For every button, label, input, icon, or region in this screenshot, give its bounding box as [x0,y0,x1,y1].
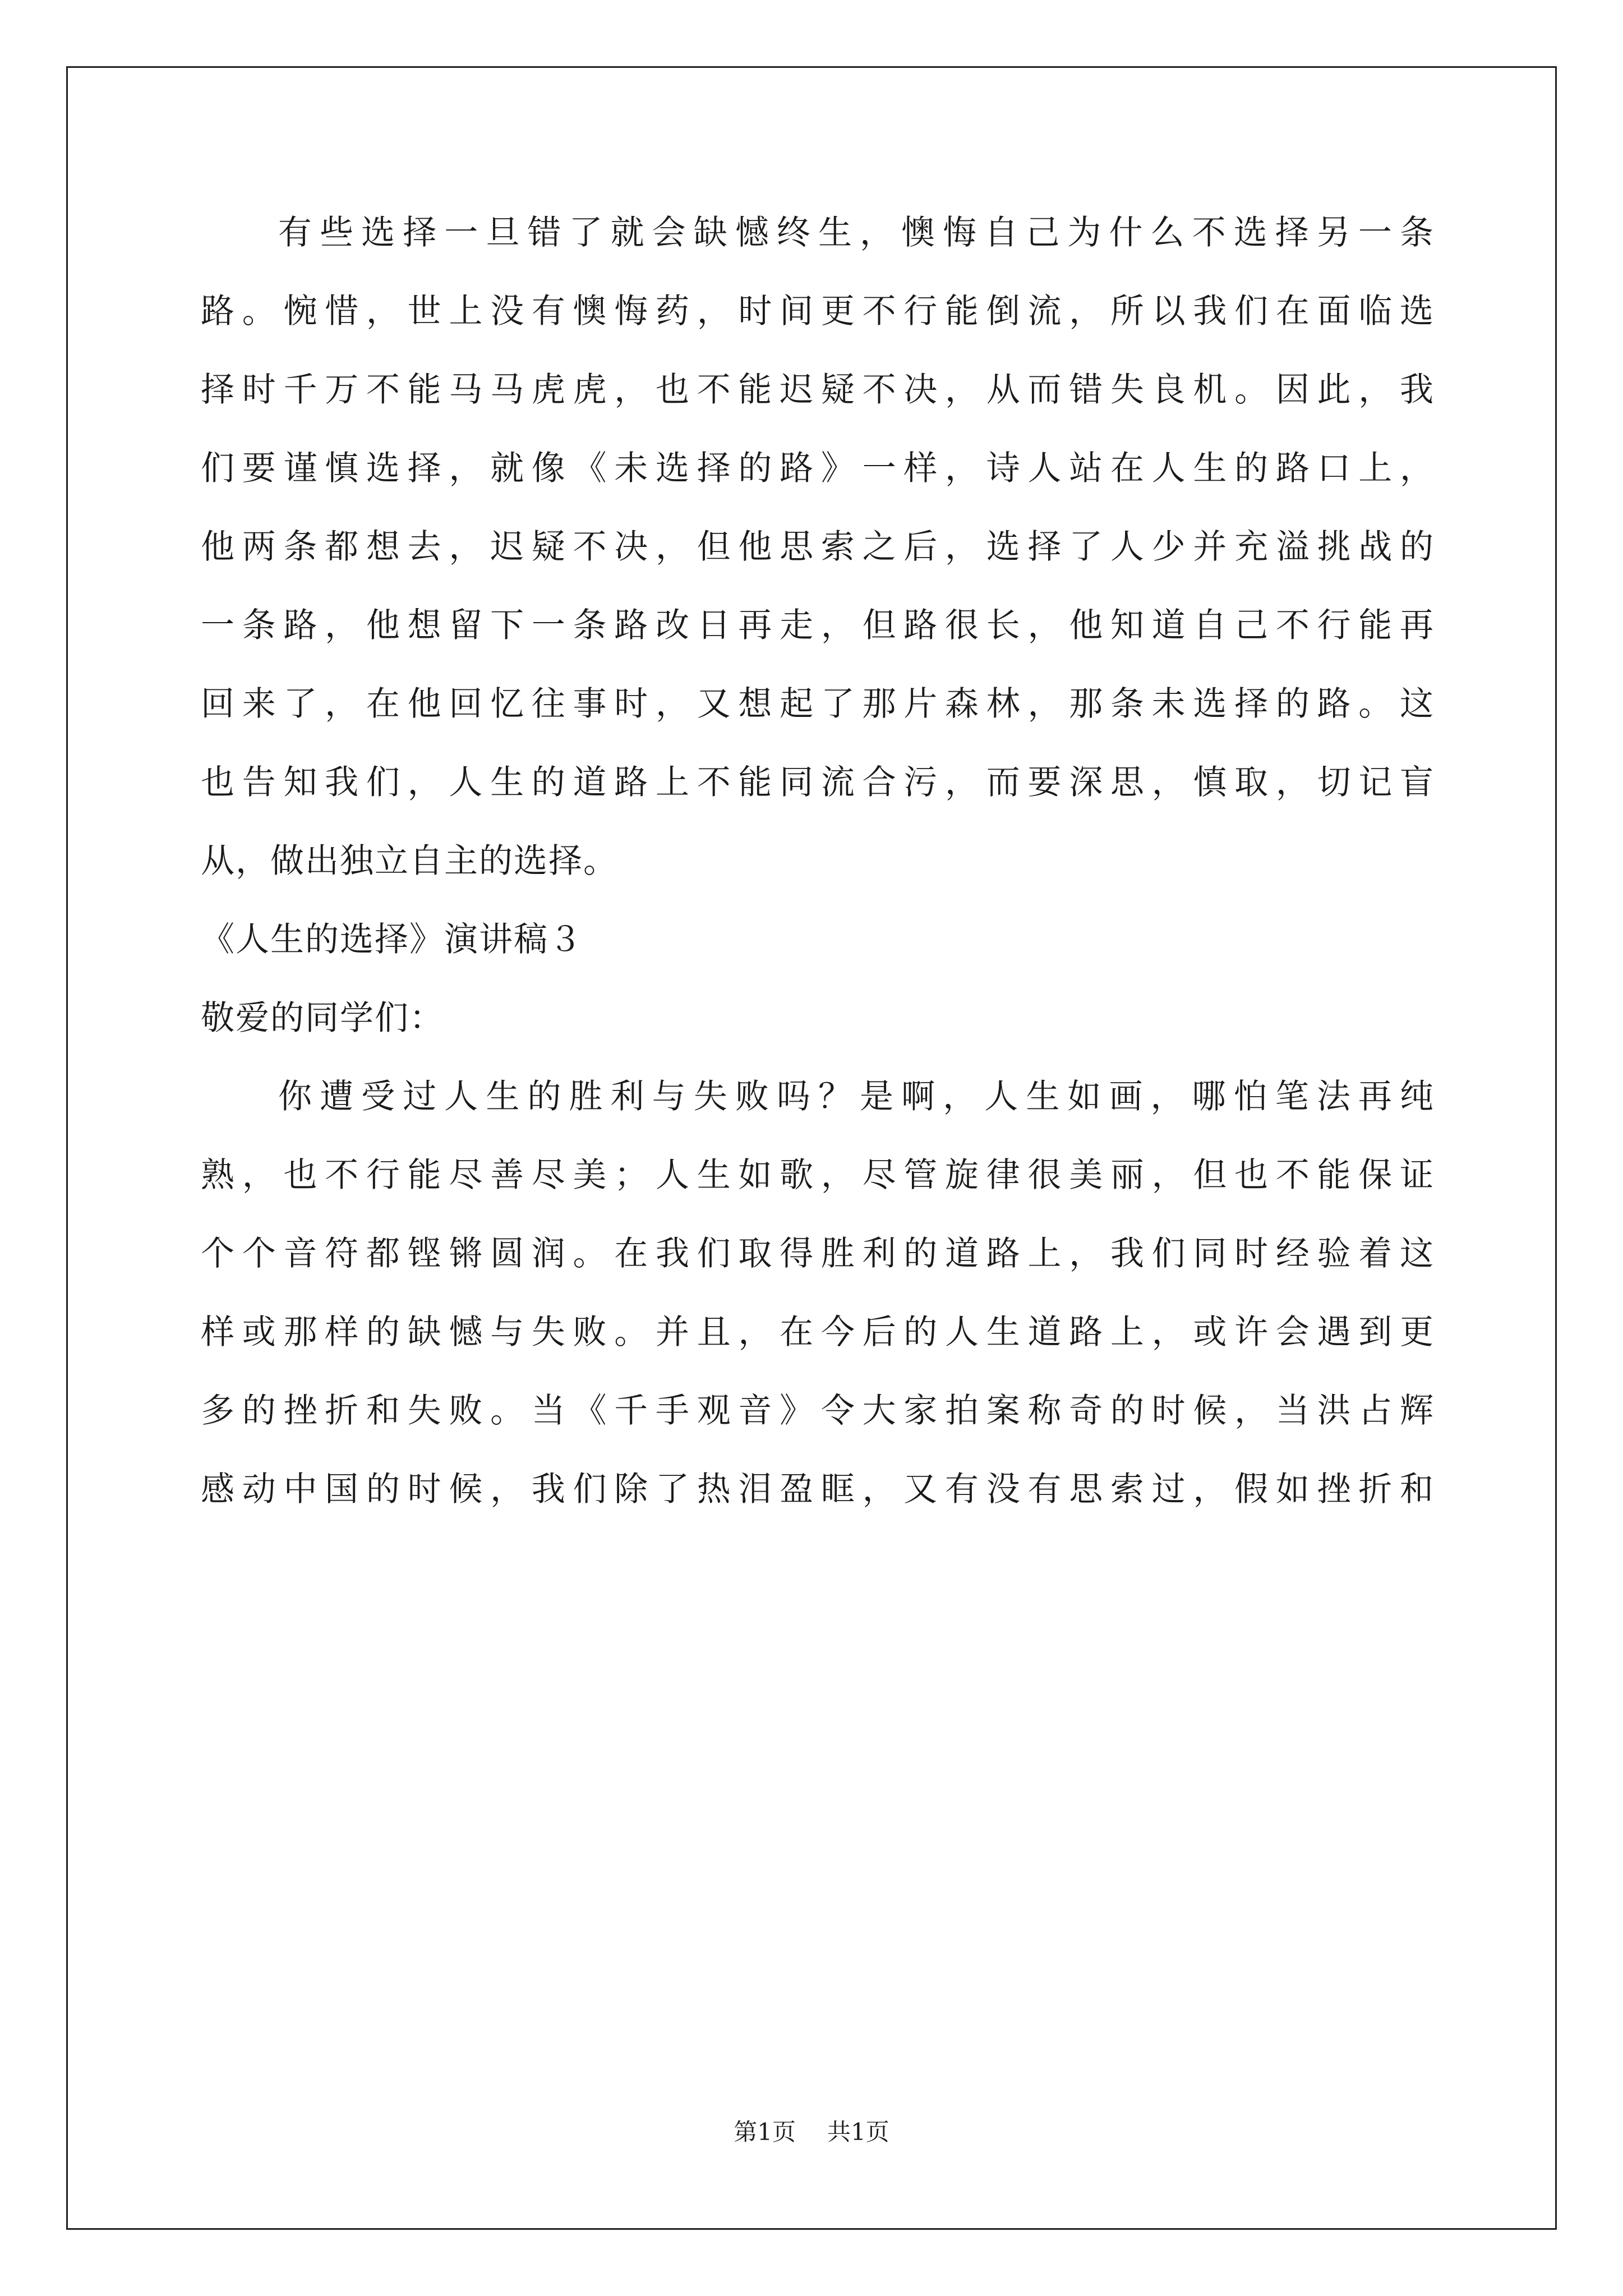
salutation: 敬爱的同学们： [201,999,444,1038]
page-number-current: 第1页 [734,2118,796,2146]
paragraph-line: 感动中国的时候，我们除了热泪盈眶，又有没有思索过，假如挫折和 [201,1470,1435,1509]
paragraph-line: 多的挫折和失败。当《千手观音》令大家拍案称奇的时候，当洪占辉 [201,1391,1435,1430]
paragraph-line: 他两条都想去，迟疑不决，但他思索之后，选择了人少并充溢挑战的 [201,527,1435,567]
paragraph-line: 择时千万不能马马虎虎，也不能迟疑不决，从而错失良机。因此，我 [201,370,1435,409]
paragraph-line: 熟，也不行能尽善尽美；人生如歌，尽管旋律很美丽，但也不能保证 [201,1156,1435,1195]
document-body [201,208,1435,1543]
paragraph-line: 回来了，在他回忆往事时，又想起了那片森林，那条未选择的路。这 [201,684,1435,724]
paragraph-line: 样或那样的缺憾与失败。并且，在今后的人生道路上，或许会遇到更 [201,1313,1435,1352]
paragraph-line: 一条路，他想留下一条路改日再走，但路很长，他知道自己不行能再 [201,606,1435,645]
paragraph-line: 路。惋惜，世上没有懊悔药，时间更不行能倒流，所以我们在面临选 [201,292,1435,331]
paragraph-line: 个个音符都铿锵圆润。在我们取得胜利的道路上，我们同时经验着这 [201,1234,1435,1273]
section-heading: 《人生的选择》演讲稿３ [201,920,583,959]
page-footer [0,2118,1623,2147]
page-number-total: 共1页 [827,2118,889,2146]
paragraph-line: 有些选择一旦错了就会缺憾终生，懊悔自己为什么不选择另一条 [278,213,1435,252]
paragraph-line: 也告知我们，人生的道路上不能同流合污，而要深思，慎取，切记盲 [201,763,1435,802]
paragraph-line: 们要谨慎选择，就像《未选择的路》一样，诗人站在人生的路口上， [201,449,1435,488]
paragraph-line: 从，做出独立自主的选择。 [201,841,618,881]
paragraph-line: 你遭受过人生的胜利与失败吗？是啊，人生如画，哪怕笔法再纯 [278,1077,1435,1116]
